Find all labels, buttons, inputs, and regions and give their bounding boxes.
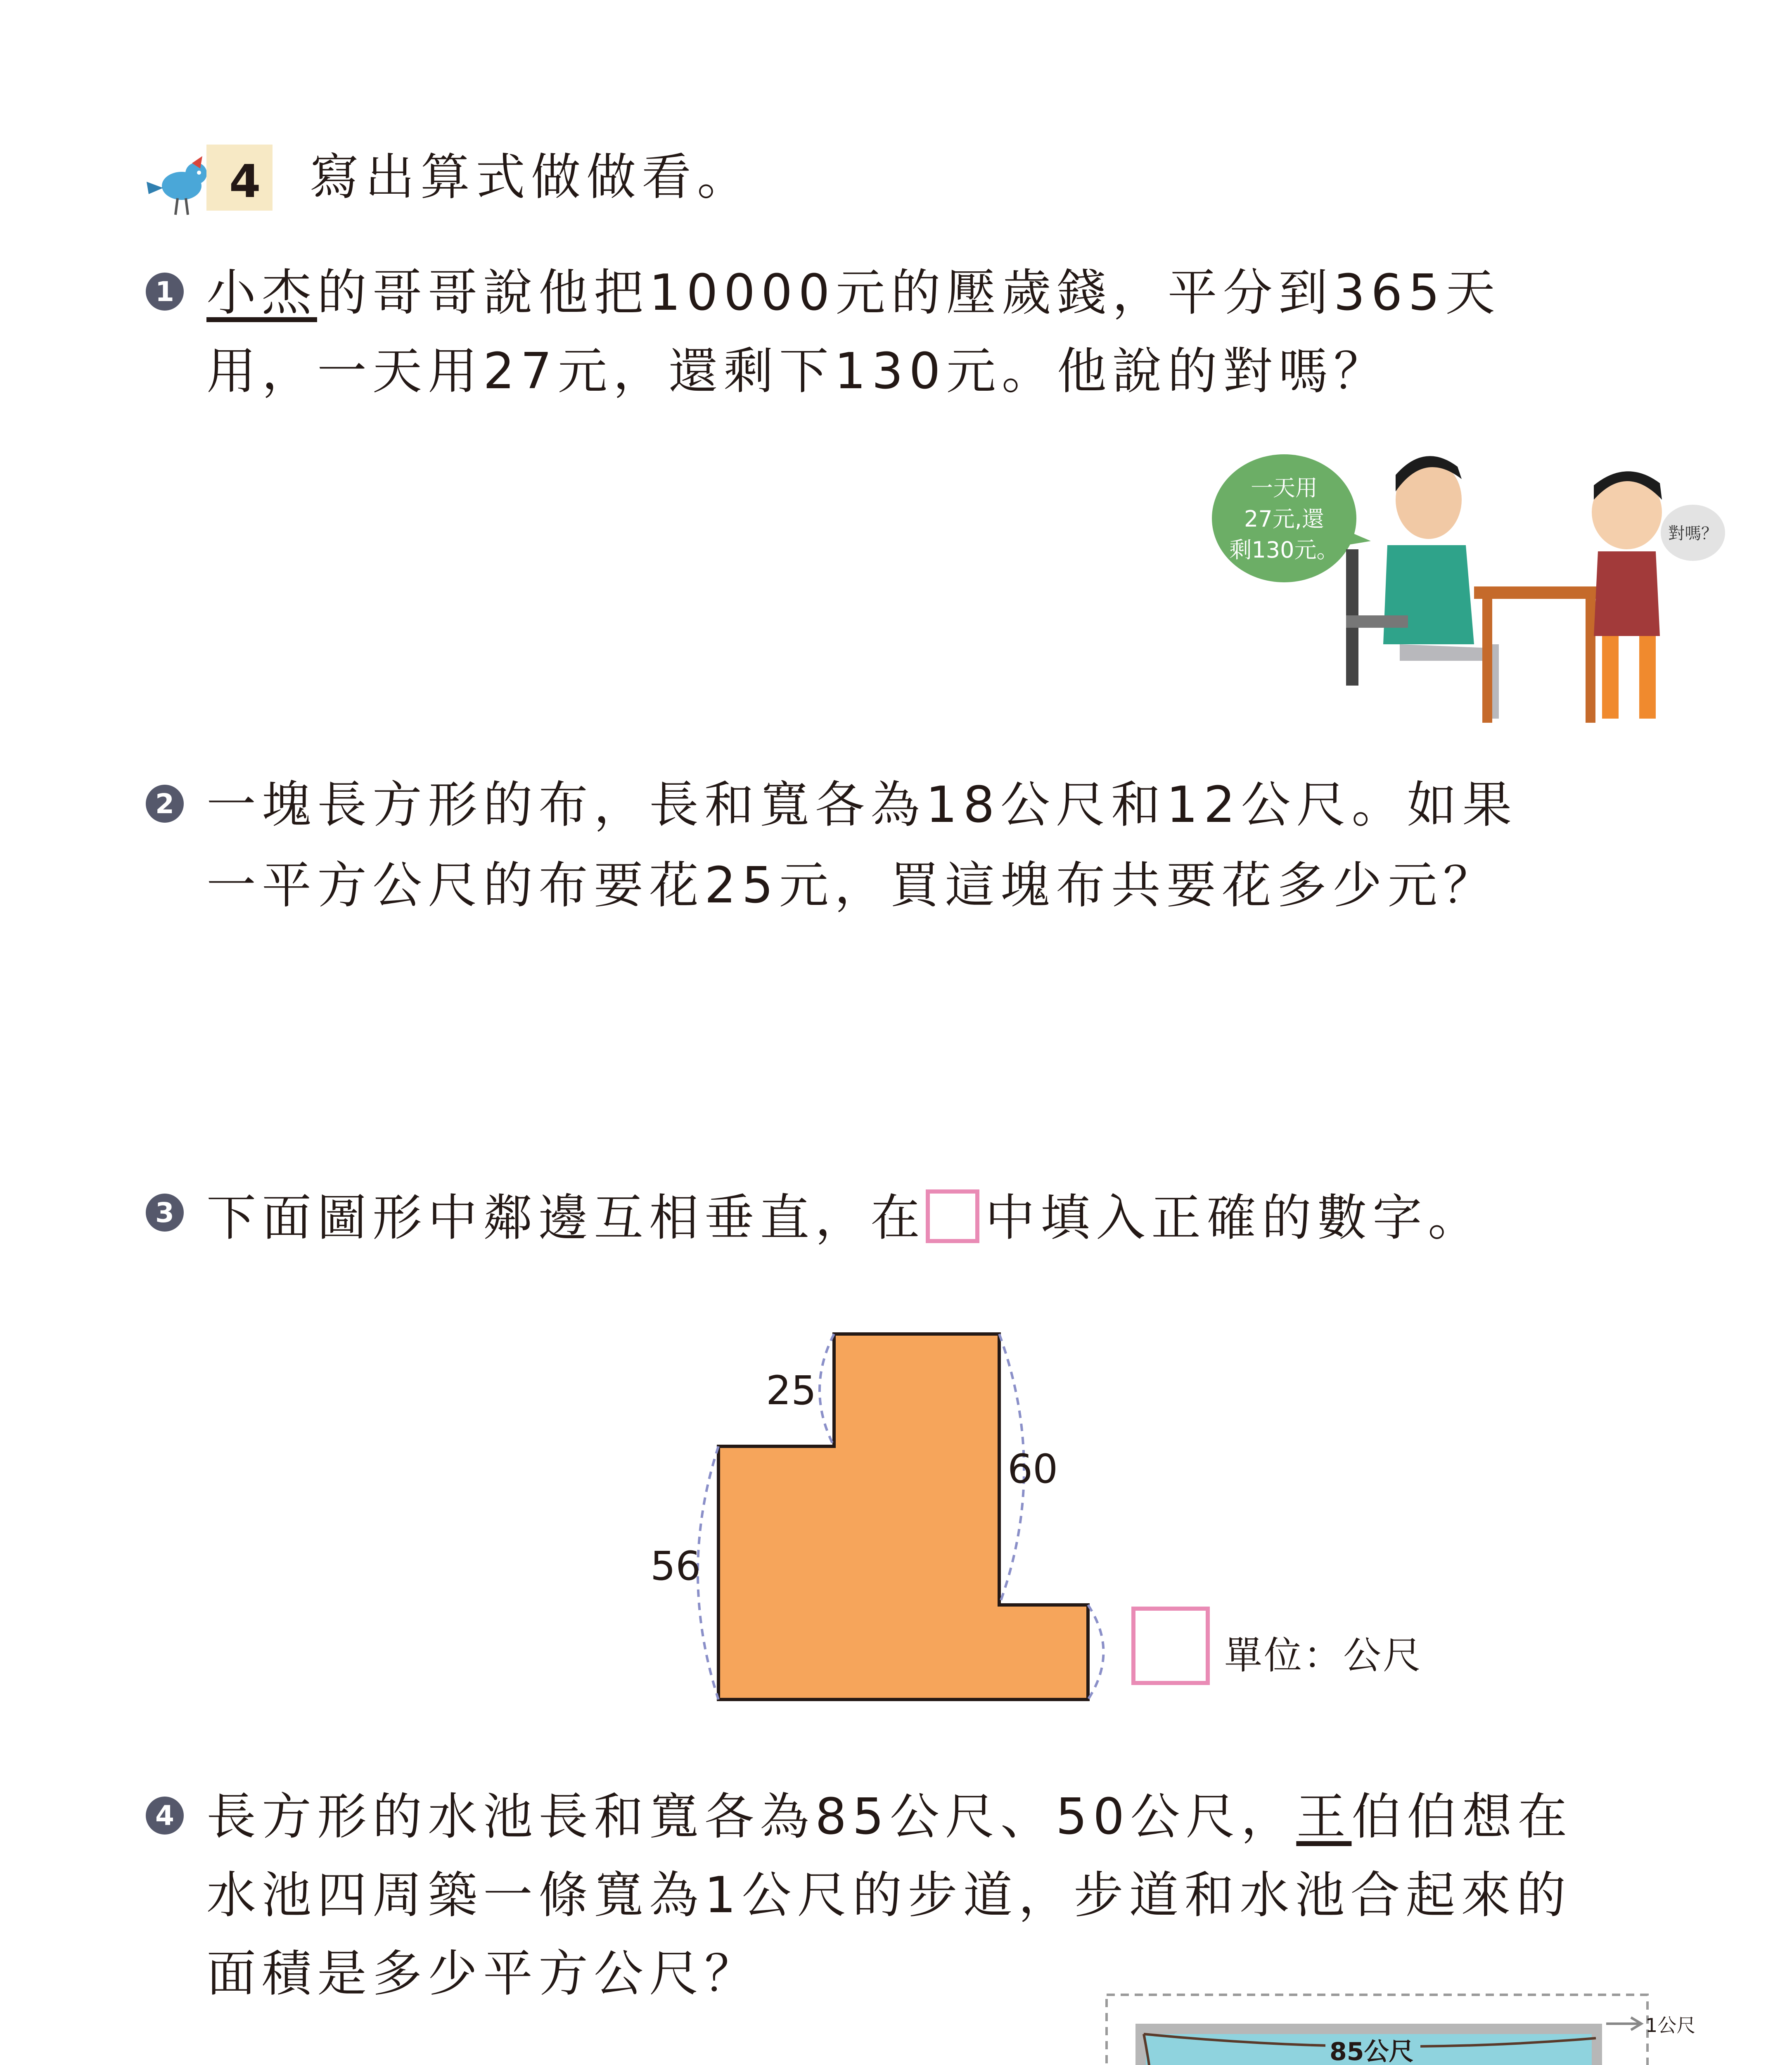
bird-icon: [145, 149, 215, 219]
question-1-line-2: 用，一天用27元，還剩下130元。他說的對嗎？: [206, 343, 1389, 400]
section-title: 寫出算式做做看。: [310, 149, 752, 206]
dim-arc-left: [698, 1446, 718, 1699]
question-4-line-1: [206, 1788, 1573, 1846]
question-4-marker: 4: [146, 1797, 184, 1835]
bubble-left-line-1: 一天用: [1251, 475, 1318, 501]
inline-answer-box: [926, 1189, 979, 1243]
question-1-name: 小杰: [206, 264, 317, 322]
dim-arc-top: [820, 1334, 834, 1446]
question-3-text-before: 下面圖形中鄰邊互相垂直，在: [206, 1189, 926, 1247]
bubble-left-line-3: 剩130元。: [1229, 537, 1339, 563]
question-3-marker: 3: [146, 1194, 184, 1232]
question-4-line-2: 水池四周築一條寬為1公尺的步道，步道和水池合起來的: [206, 1867, 1572, 1924]
bubble-left-line-2: 27元,還: [1244, 506, 1324, 532]
bubble-right-text: 對嗎？: [1668, 524, 1718, 543]
question-4-line-1-before: 長方形的水池長和寬各為85公尺、50公尺，: [206, 1788, 1297, 1846]
desk: [1474, 586, 1602, 599]
question-3-text: [206, 1189, 1483, 1247]
answer-box[interactable]: [1131, 1607, 1210, 1685]
question-4-line-3: 面積是多少平方公尺？: [206, 1945, 760, 2003]
dim-arc-small: [1088, 1605, 1104, 1699]
question-1-line-1: [206, 264, 1501, 322]
question-4-name: 王: [1296, 1788, 1352, 1846]
question-1-illustration: [1210, 446, 1726, 727]
path-right-label: 1公尺: [1645, 2014, 1696, 2037]
label-top-step: 25: [766, 1367, 817, 1414]
unit-label: 單位：公尺: [1224, 1633, 1423, 1678]
l-shape-figure: [640, 1301, 1135, 1735]
question-1-line-1-rest: 的哥哥說他把10000元的壓歲錢，平分到365天: [317, 264, 1501, 322]
label-left-side: 56: [650, 1543, 701, 1589]
question-4-line-1-after: 伯伯想在: [1351, 1788, 1573, 1846]
section-number: 4: [229, 155, 261, 208]
question-2-line-2: 一平方公尺的布要花25元，買這塊布共要花多少元？: [206, 857, 1498, 914]
question-1-marker: 1: [146, 273, 184, 311]
pool-length-label: 85公尺: [1330, 2037, 1414, 2065]
pool-figure: [1094, 1978, 1714, 2065]
question-2-line-1: 一塊長方形的布，長和寬各為18公尺和12公尺。如果: [206, 776, 1518, 834]
label-right-tall: 60: [1007, 1446, 1058, 1492]
question-2-marker: 2: [146, 785, 184, 823]
question-3-text-after: 中填入正確的數字。: [985, 1189, 1483, 1247]
